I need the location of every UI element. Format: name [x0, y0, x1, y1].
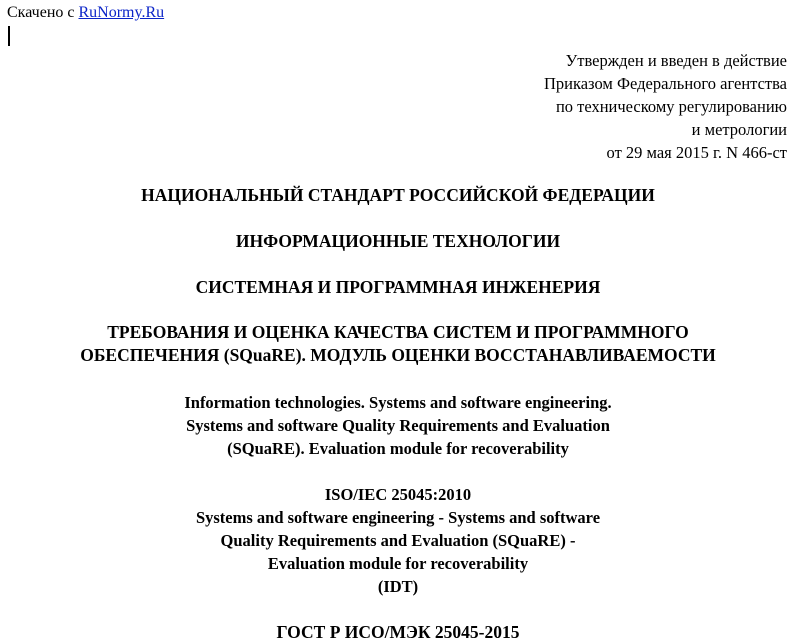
subfield-heading: СИСТЕМНАЯ И ПРОГРАММНАЯ ИНЖЕНЕРИЯ	[195, 277, 601, 297]
iso-title-line: Quality Requirements and Evaluation (SQuaRE) -	[220, 531, 576, 550]
english-title-line: (SQuaRE). Evaluation module for recoverability	[227, 439, 569, 458]
iso-reference-block	[0, 483, 790, 598]
iso-title-line: Systems and software engineering - Systems and software	[195, 508, 601, 527]
standard-type-heading: НАЦИОНАЛЬНЫЙ СТАНДАРТ РОССИЙСКОЙ ФЕДЕРАЦИИ	[141, 185, 655, 205]
standard-title-line: ОБЕСПЕЧЕНИЯ (SQuaRE). МОДУЛЬ ОЦЕНКИ ВОССТАНАВЛИВАЕМОСТИ	[80, 345, 716, 365]
approval-line: Приказом Федерального агентства	[543, 74, 787, 93]
approval-block	[544, 49, 787, 164]
field-heading: ИНФОРМАЦИОННЫЕ ТЕХНОЛОГИИ	[235, 231, 561, 251]
standard-title	[0, 321, 790, 367]
runormy-site-link[interactable]: RuNormy.Ru	[78, 4, 165, 21]
download-source-prefix: Скачено с	[7, 4, 75, 21]
approval-line: по техническому регулированию	[555, 97, 787, 116]
approval-line: от 29 мая 2015 г. N 466-ст	[606, 143, 787, 162]
english-title-line: Systems and software Quality Requirements and Evaluation	[186, 416, 610, 435]
english-title	[0, 391, 790, 460]
text-cursor	[8, 26, 10, 46]
iso-designation: ISO/IEC 25045:2010	[324, 485, 472, 504]
iso-title-line: Evaluation module for recoverability	[267, 554, 529, 573]
equivalence-marker: (IDT)	[377, 577, 419, 596]
download-source-line	[7, 3, 164, 22]
approval-line: Утвержден и введен в действие	[565, 51, 787, 70]
standard-title-line: ТРЕБОВАНИЯ И ОЦЕНКА КАЧЕСТВА СИСТЕМ И ПРОГРАММНОГО	[107, 322, 689, 342]
gost-designation: ГОСТ Р ИСО/МЭК 25045-2015	[276, 622, 520, 642]
approval-line: и метрологии	[691, 120, 787, 139]
english-title-line: Information technologies. Systems and software engineering.	[184, 393, 612, 412]
